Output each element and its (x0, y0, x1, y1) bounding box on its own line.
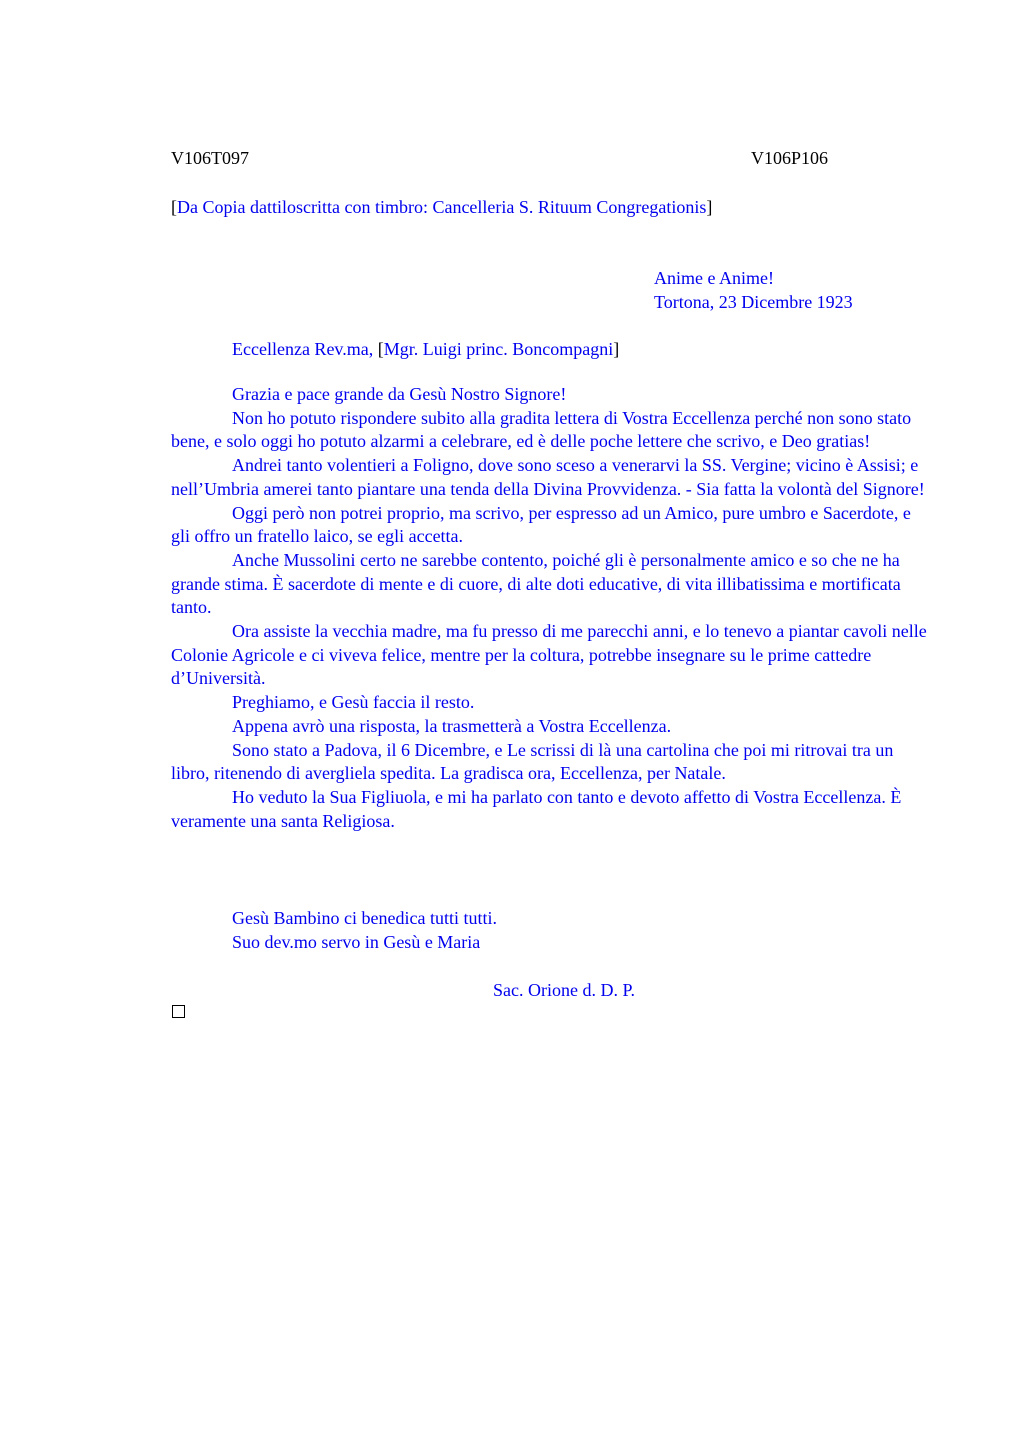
dateline-place-date: Tortona, 23 Dicembre 1923 (654, 292, 853, 312)
salutation (232, 337, 619, 361)
closing-blessing: Gesù Bambino ci benedica tutti tutti. (232, 908, 497, 928)
dateline-motto: Anime e Anime! (654, 268, 774, 288)
salutation-text: Eccellenza Rev.ma, (232, 339, 378, 359)
source-note-text: Da Copia dattiloscritta con timbro: Cancelleria S. Rituum Congregationis (177, 197, 707, 217)
closing-valediction: Suo dev.mo servo in Gesù e Maria (232, 932, 481, 952)
body-paragraph: Ora assiste la vecchia madre, ma fu presso di me parecchi anni, e lo tenevo a piantar cavoli nelle Colonie Agricole e ci viveva felice, mentre per la coltura, potrebbe insegnare su le prime cattedre d’Università. (171, 621, 927, 689)
header-left-code: V106T097 (171, 148, 249, 168)
salutation-addressee: Mgr. Luigi princ. Boncompagni (383, 339, 614, 359)
source-note-open-bracket: [ (171, 197, 177, 217)
letter-body (171, 383, 931, 833)
header-right-code: V106P106 (751, 148, 829, 168)
body-paragraph: Sono stato a Padova, il 6 Dicembre, e Le scrissi di là una cartolina che poi mi ritrovai tra un libro, ritenendo di avergliela spedita. La gradisca ora, Eccellenza, per Natale. (171, 739, 894, 784)
body-paragraph: Non ho potuto rispondere subito alla gradita lettera di Vostra Eccellenza perché non sono stato bene, e solo oggi ho potuto alzarmi a celebrare, ed è delle poche lettere che scrivo, e Deo gratias! (171, 407, 912, 452)
body-paragraph: Oggi però non potrei proprio, ma scrivo, per espresso ad un Amico, pure umbro e Sacerdote, e gli offro un fratello laico, se egli accetta. (171, 502, 911, 547)
salutation-close-bracket: ] (613, 339, 620, 359)
signature: Sac. Orione d. D. P. (493, 980, 635, 1000)
body-paragraph: Andrei tanto volentieri a Foligno, dove sono sceso a venerarvi la SS. Vergine; vicino è Assisi; e nell’Umbria amerei tanto piantare una tenda della Divina Provvidenza. - Sia fatta la volontà del Signore! (171, 455, 925, 499)
source-note-close-bracket: ] (706, 197, 713, 217)
salutation-open-bracket: [ (377, 339, 384, 359)
body-greeting: Grazia e pace grande da Gesù Nostro Signore! (232, 384, 567, 404)
body-paragraph: Ho veduto la Sua Figliuola, e mi ha parlato con tanto e devoto affetto di Vostra Eccellenza. È veramente una santa Religiosa. (171, 786, 902, 831)
body-paragraph: Preghiamo, e Gesù faccia il resto. (232, 692, 475, 713)
source-note (171, 195, 712, 219)
body-paragraph: Appena avrò una risposta, la trasmetterà a Vostra Eccellenza. (232, 715, 672, 736)
square-box-icon (172, 1005, 185, 1018)
body-paragraph: Anche Mussolini certo ne sarebbe contento, poiché gli è personalmente amico e so che ne ha grande stima. È sacerdote di mente e di cuore, di alte doti educative, di vita illibatissima e mortificata tanto. (171, 549, 901, 618)
